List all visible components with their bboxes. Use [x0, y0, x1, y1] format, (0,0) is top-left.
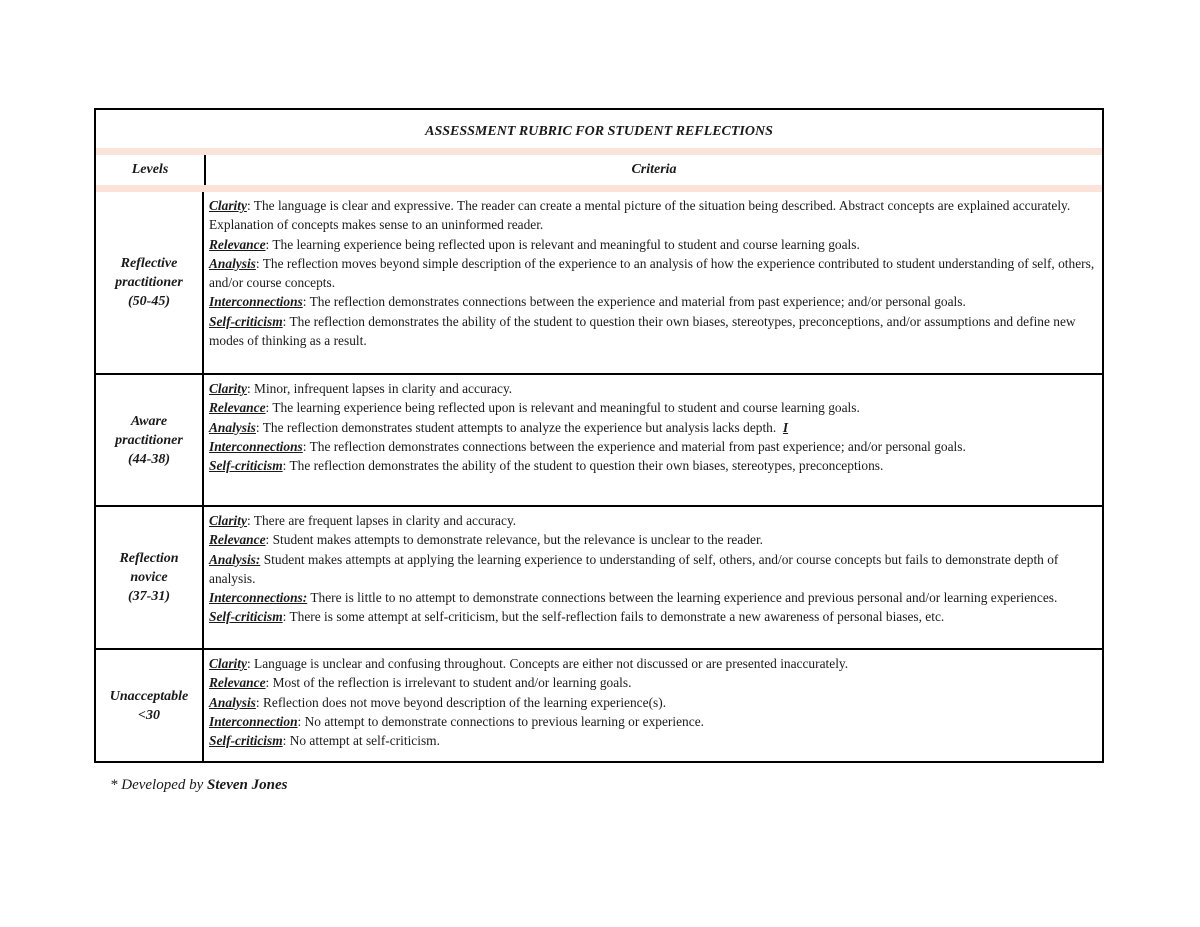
criterion-term: Analysis: [209, 255, 256, 271]
criterion-separator: :: [302, 438, 310, 454]
criterion-description: The learning experience being reflected upon is relevant and meaningful to student and course learning goals.: [272, 236, 860, 252]
criterion-description: There is little to no attempt to demonstrate connections between the learning experience and previous personal and/or learning experiences.: [310, 590, 1058, 606]
criterion-description: The reflection moves beyond simple description of the experience to an analysis of how the experience contributed to student understanding of self, others, and/or course concepts.: [209, 255, 1095, 291]
criterion-separator: :: [246, 656, 255, 671]
criterion-separator: :: [282, 313, 290, 329]
criterion: [209, 530, 1098, 549]
criterion-separator: :: [265, 400, 273, 416]
level-cell: [96, 375, 204, 505]
criterion-description: There are frequent lapses in clarity and accuracy.: [253, 513, 517, 528]
table-row: [96, 505, 1102, 648]
criterion: [209, 712, 1098, 731]
criterion-description: The language is clear and expressive. The reader can create a mental picture of the situation being described. Abstract concepts are explained accurately. Explanation of concepts makes sense to an uninformed reader.: [209, 198, 1071, 233]
criterion-term: Self-criticism: [209, 458, 283, 474]
criterion-description: The reflection demonstrates the ability of the student to question their own biases, stereotypes, preconceptions, and/or assumptions and define new modes of thinking as a result.: [209, 313, 1076, 349]
criterion-separator: :: [282, 458, 290, 474]
level-cell: [96, 507, 204, 648]
criterion-term: Analysis: [209, 694, 256, 710]
criterion-description: No attempt to demonstrate connections to previous learning or experience.: [304, 713, 704, 729]
levels-header: Levels: [96, 155, 206, 185]
table-row: [96, 373, 1102, 505]
criterion: [209, 511, 1098, 530]
criterion: [209, 379, 1098, 398]
criterion: [209, 292, 1098, 311]
criterion-separator: :: [246, 198, 254, 213]
criterion-term: Clarity: [209, 656, 247, 671]
criterion-description: There is some attempt at self-criticism, but the self-reflection fails to demonstrate a new awareness of personal biases, etc.: [289, 609, 945, 625]
criterion-description: No attempt at self-criticism.: [289, 733, 440, 749]
criterion: [209, 254, 1098, 293]
criterion-separator: :: [282, 733, 290, 749]
criterion-description: The learning experience being reflected upon is relevant and meaningful to student and course learning goals.: [272, 400, 860, 416]
criterion-separator: :: [246, 381, 255, 396]
criterion-separator: :: [255, 694, 263, 710]
level-label-line: (50-45): [128, 294, 170, 309]
criterion-term: Relevance: [209, 532, 266, 548]
criterion: [209, 437, 1098, 456]
level-label-line: practitioner: [115, 275, 183, 290]
footer-credit: [110, 777, 287, 794]
criteria-header: Criteria: [631, 162, 677, 177]
criterion-term: Interconnections: [209, 294, 303, 310]
criteria-cell: [204, 650, 1102, 761]
criterion-extra-mark: I: [782, 419, 789, 435]
criterion-term: Clarity: [209, 198, 247, 213]
criterion-separator: :: [255, 419, 263, 435]
level-label-line: (37-31): [128, 589, 170, 604]
criterion-separator: :: [246, 513, 254, 528]
criterion-description: Minor, infrequent lapses in clarity and accuracy.: [254, 381, 513, 396]
criterion-term: Relevance: [209, 675, 266, 691]
criterion-term: Self-criticism: [209, 313, 283, 329]
criterion-term: Interconnections: [209, 438, 303, 454]
level-label-line: Reflective: [120, 256, 178, 271]
criterion: [209, 731, 1098, 750]
criterion: [209, 418, 1098, 437]
criterion-term: Clarity: [209, 381, 247, 396]
criteria-cell: [204, 192, 1102, 373]
level-label-line: Aware: [130, 413, 168, 429]
criterion: [209, 693, 1098, 712]
criterion-description: The reflection demonstrates student attempts to analyze the experience but analysis lacks depth.: [262, 419, 777, 435]
rubric-table: [94, 108, 1104, 763]
rubric-title: ASSESSMENT RUBRIC FOR STUDENT REFLECTIONS: [96, 110, 1102, 155]
criterion-separator: :: [265, 236, 273, 252]
criterion-description: Reflection does not move beyond description of the learning experience(s).: [262, 694, 667, 710]
level-label-line: Reflection: [119, 551, 179, 566]
level-label-line: novice: [130, 570, 168, 585]
header-row: [96, 155, 1102, 192]
criterion-term: Analysis: [209, 419, 256, 435]
criterion: [209, 235, 1098, 254]
criteria-cell: [204, 375, 1102, 505]
level-label-line: <30: [138, 707, 160, 723]
criterion-separator: :: [302, 294, 310, 310]
criterion-separator: :: [265, 675, 273, 691]
criteria-cell: [204, 507, 1102, 648]
criterion: [209, 398, 1098, 417]
table-row: [96, 648, 1102, 761]
criterion: [209, 607, 1098, 626]
level-cell: [96, 192, 204, 373]
criterion-term: Analysis:: [209, 551, 261, 567]
criterion: [209, 456, 1098, 475]
criterion-term: Interconnection: [209, 713, 298, 729]
level-label-line: Unacceptable: [109, 688, 189, 704]
criterion-term: Self-criticism: [209, 609, 283, 625]
table-row: [96, 192, 1102, 373]
criterion-term: Clarity: [209, 513, 247, 528]
criterion-description: Student makes attempts at applying the learning experience to understanding of self, others, and/or course concepts but fails to demonstrate depth of analysis.: [209, 551, 1059, 586]
level-cell: [96, 650, 204, 761]
criterion-separator: :: [255, 255, 263, 271]
criterion-separator: :: [265, 532, 273, 548]
criterion: [209, 196, 1098, 235]
criterion-description: The reflection demonstrates connections between the experience and material from past experience; and/or personal goals.: [309, 294, 966, 310]
criterion: [209, 654, 1098, 673]
criterion: [209, 673, 1098, 692]
criterion-description: The reflection demonstrates the ability of the student to question their own biases, stereotypes, preconceptions.: [289, 458, 884, 474]
criterion-description: Student makes attempts to demonstrate relevance, but the relevance is unclear to the reader.: [272, 532, 764, 548]
footer-prefix: * Developed by: [110, 777, 204, 793]
level-label-line: (44-38): [128, 451, 170, 467]
criterion-term: Interconnections:: [209, 590, 308, 606]
rubric-rows: [96, 192, 1102, 761]
criterion-description: The reflection demonstrates connections between the experience and material from past experience; and/or personal goals.: [309, 438, 966, 454]
criterion-separator: :: [282, 609, 290, 625]
footer-author: Steven Jones: [207, 777, 288, 793]
level-label-line: practitioner: [115, 432, 183, 448]
criterion: [209, 588, 1098, 607]
criterion: [209, 550, 1098, 589]
criterion-description: Language is unclear and confusing throughout. Concepts are either not discussed or are presented inaccurately.: [254, 656, 849, 671]
criterion-term: Self-criticism: [209, 733, 283, 749]
criterion-term: Relevance: [209, 236, 266, 252]
criterion: [209, 312, 1098, 351]
criterion-term: Relevance: [209, 400, 266, 416]
criterion-description: Most of the reflection is irrelevant to student and/or learning goals.: [272, 675, 632, 691]
criterion-separator: :: [297, 713, 305, 729]
